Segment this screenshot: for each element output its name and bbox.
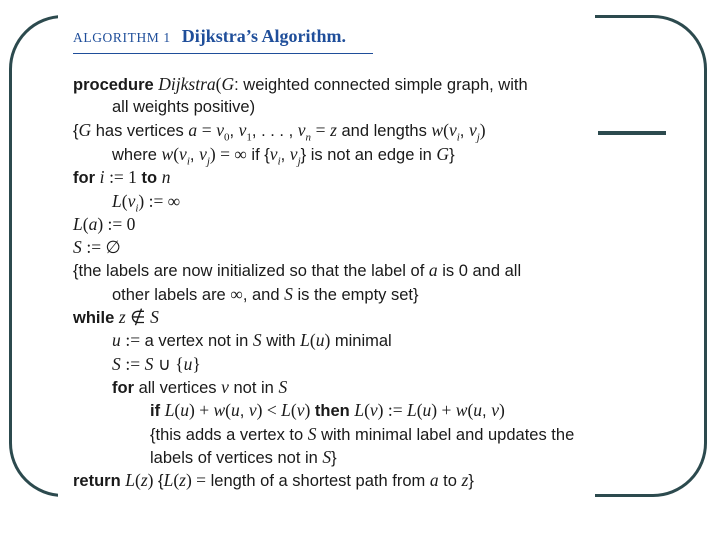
pseudocode-line: for all vertices v not in S: [112, 377, 288, 397]
algorithm-header: [73, 26, 346, 47]
pseudocode-line: while z ∉ S: [73, 307, 159, 327]
pseudocode-line: if L(u) + w(u, v) < L(v) then L(v) := L(u) + w(u, v): [150, 400, 505, 420]
algorithm-number: ALGORITHM 1: [73, 30, 171, 45]
accent-bar: [598, 131, 666, 135]
pseudocode-comment-line: labels of vertices not in S}: [150, 447, 337, 467]
pseudocode-comment-line: other labels are ∞, and S is the empty set}: [112, 284, 419, 304]
header-rule: [73, 53, 373, 54]
pseudocode-line: $L(v_i)$ := ∞: [112, 191, 181, 215]
pseudocode-line: S := S ∪ {u}: [112, 354, 201, 374]
pseudocode-comment-line: where $w(v_i$, $v_j$) = ∞ if {$v_i$, $v_j$} is not an edge in G}: [112, 144, 455, 168]
pseudocode-line: L(a) := 0: [73, 214, 136, 234]
pseudocode-line: return L(z) {L(z) = length of a shortest path from a to z}: [73, 470, 474, 490]
algorithm-title: Dijkstra’s Algorithm.: [181, 26, 347, 46]
pseudocode-line: procedure Dijkstra(G: weighted connected simple graph, with: [73, 74, 528, 94]
pseudocode-comment-line: {the labels are now initialized so that the label of a is 0 and all: [73, 260, 522, 280]
pseudocode-line: S := ∅: [73, 237, 121, 257]
pseudocode-line: u := a vertex not in S with L(u) minimal: [112, 330, 392, 350]
pseudocode-line: for i := 1 to n: [73, 167, 171, 187]
pseudocode-comment-line: {this adds a vertex to S with minimal label and updates the: [150, 424, 575, 444]
pseudocode-line: all weights positive): [112, 98, 256, 116]
pseudocode-comment-line: {G has vertices $a = v_0$, $v_1$, . . . , $v_n = z$ and lengths $w(v_i$, $v_j$): [73, 120, 486, 144]
